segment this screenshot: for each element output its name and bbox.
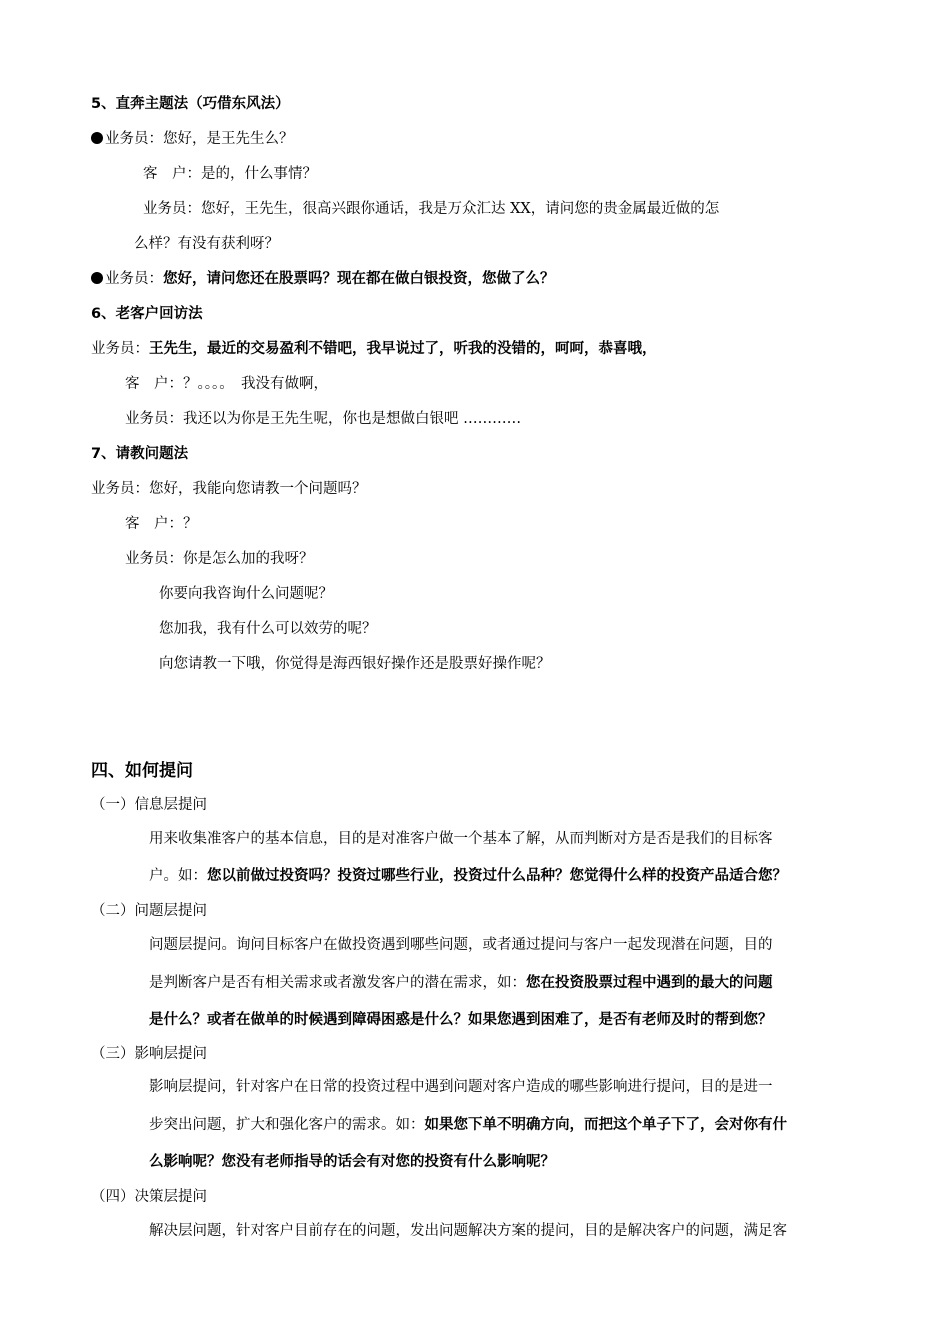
part4-s2-line2: 是判断客户是否有相关需求或者激发客户的潜在需求，如：您在投资股票过程中遇到的最大的问题 xyxy=(149,975,773,991)
section7-title: 7、请教问题法 xyxy=(91,446,189,462)
section6-title: 6、老客户回访法 xyxy=(91,306,203,322)
part4-s3-line2: 步突出问题，扩大和强化客户的需求。如：如果您下单不明确方向，而把这个单子下了，会对你有什 xyxy=(149,1117,787,1133)
section7-line6: 向您请教一下哦，你觉得是海西银好操作还是股票好操作呢？ xyxy=(159,656,551,672)
part4-s4-line1: 解决层问题，针对客户目前存在的问题，发出问题解决方案的提问，目的是解决客户的问题，满足客 xyxy=(149,1223,787,1239)
part4-s2-title: （二）问题层提问 xyxy=(91,903,207,919)
part4-s1-line2: 户。如：您以前做过投资吗？投资过哪些行业，投资过什么品种？您觉得什么样的投资产品适合您？ xyxy=(149,868,787,884)
part4-s3-line3: 么影响呢？您没有老师指导的话会有对您的投资有什么影响呢？ xyxy=(149,1154,555,1170)
part4-s2-line3: 是什么？或者在做单的时候遇到障碍困惑是什么？如果您遇到困难了，是否有老师及时的帮到您？ xyxy=(149,1012,773,1028)
part4-s1-title: （一）信息层提问 xyxy=(91,797,207,813)
part4-s3-title: （三）影响层提问 xyxy=(91,1046,207,1062)
section6-line2: 客 户：？。。。。 我没有做啊， xyxy=(125,376,328,392)
section5-line3: 业务员：您好，王先生，很高兴跟你通话，我是万众汇达 XX，请问您的贵金属最近做的怎 xyxy=(143,201,720,217)
section5-line1: 业务员：您好，是王先生么？ xyxy=(91,129,294,149)
section6-line1: 业务员：王先生，最近的交易盈利不错吧，我早说过了，听我的没错的，呵呵，恭喜哦， xyxy=(91,341,657,357)
section7-line2: 客 户：？ xyxy=(125,516,198,532)
section7-line3: 业务员：你是怎么加的我呀？ xyxy=(125,551,314,567)
section5-line2: 客 户：是的，什么事情？ xyxy=(143,166,317,182)
section6-line3: 业务员：我还以为你是王先生呢，你也是想做白银吧 ………… xyxy=(125,411,522,427)
part4-s1-line1: 用来收集准客户的基本信息，目的是对准客户做一个基本了解，从而判断对方是否是我们的目标客 xyxy=(149,831,773,847)
section7-line5: 您加我，我有什么可以效劳的呢？ xyxy=(159,621,377,637)
section5-line4: 么样？有没有获利呀？ xyxy=(134,236,279,252)
part4-s3-line1: 影响层提问，针对客户在日常的投资过程中遇到问题对客户造成的哪些影响进行提问，目的是进一 xyxy=(149,1079,773,1095)
bullet-icon xyxy=(91,272,103,284)
part4-s2-line1: 问题层提问。询问目标客户在做投资遇到哪些问题，或者通过提问与客户一起发现潜在问题，目的 xyxy=(149,937,773,953)
part4-title: 四、如何提问 xyxy=(91,761,193,781)
section7-line1: 业务员：您好，我能向您请教一个问题吗？ xyxy=(91,481,367,497)
section7-line4: 你要向我咨询什么问题呢？ xyxy=(159,586,333,602)
section5-title: 5、直奔主题法（巧借东风法） xyxy=(91,96,290,112)
section5-line5: 业务员：您好，请问您还在股票吗？现在都在做白银投资，您做了么？ xyxy=(91,269,555,289)
part4-s4-title: （四）决策层提问 xyxy=(91,1189,207,1205)
bullet-icon xyxy=(91,132,103,144)
